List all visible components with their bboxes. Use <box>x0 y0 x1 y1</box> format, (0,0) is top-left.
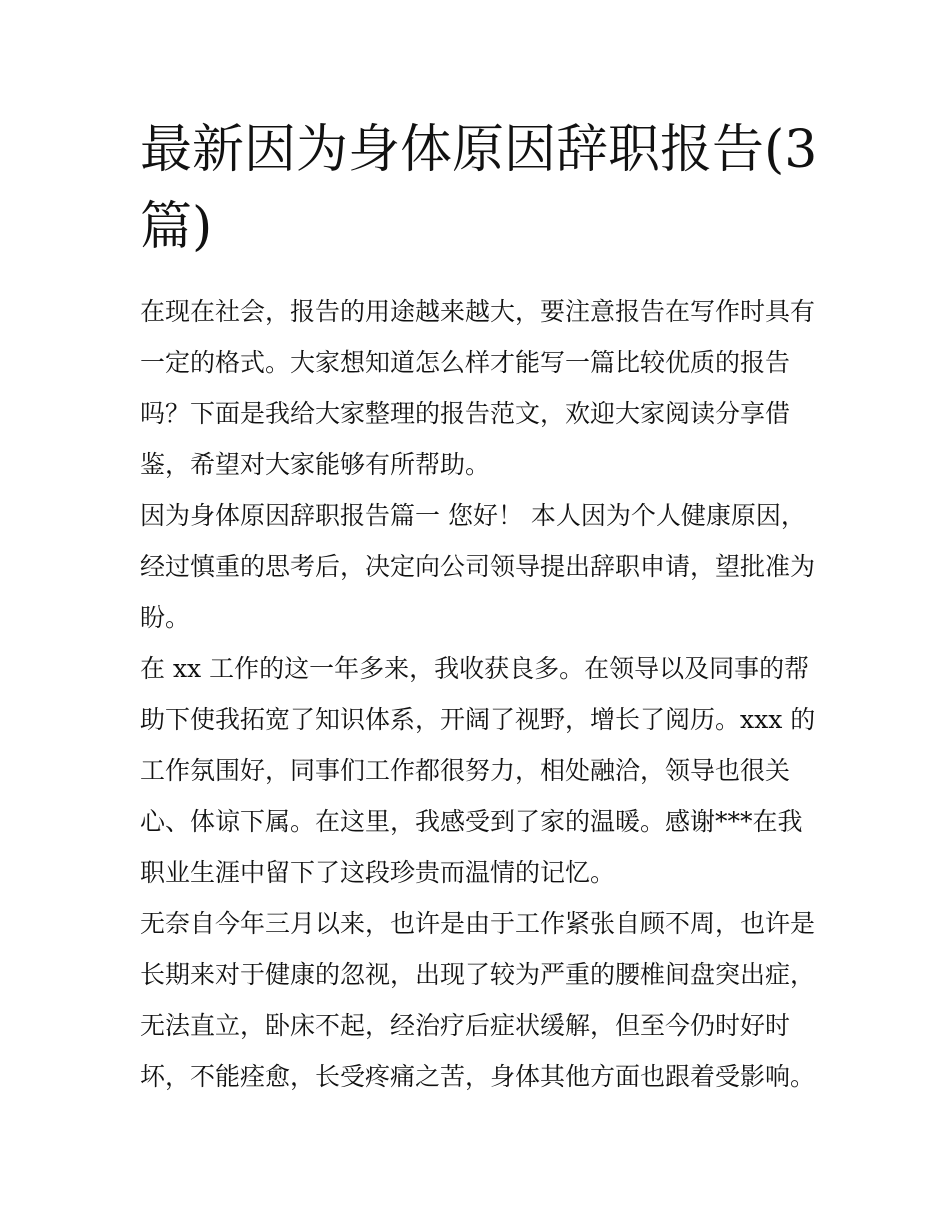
paragraph-gratitude <box>140 643 820 898</box>
text-line: 盼。 <box>140 603 191 632</box>
text-line: 无奈自今年三月以来，也许是由于工作紧张自顾不周，也许是 <box>140 909 816 938</box>
document-page <box>140 112 820 1102</box>
paragraph-letter-opening <box>140 490 820 643</box>
text-line: 一定的格式。大家想知道怎么样才能写一篇比较优质的报告 <box>140 348 791 377</box>
title-line-2: 篇) <box>140 197 213 257</box>
text-line: 无法直立，卧床不起，经治疗后症状缓解，但至今仍时好时 <box>140 1011 791 1040</box>
document-body <box>140 286 820 1102</box>
paragraph-health-reason <box>140 898 820 1102</box>
text-line: 吗？下面是我给大家整理的报告范文，欢迎大家阅读分享借 <box>140 399 791 428</box>
text-line: 心、体谅下属。在这里，我感受到了家的温暖。感谢***在我 <box>140 807 803 836</box>
text-line: 助下使我拓宽了知识体系，开阔了视野，增长了阅历。xxx 的 <box>140 705 816 734</box>
title-line-1: 最新因为身体原因辞职报告(3 <box>140 120 818 180</box>
text-line: 坏，不能痊愈，长受疼痛之苦，身体其他方面也跟着受影响。 <box>140 1062 816 1091</box>
text-line: 在现在社会，报告的用途越来越大，要注意报告在写作时具有 <box>140 297 816 326</box>
paragraph-intro <box>140 286 820 490</box>
text-line: 工作氛围好，同事们工作都很努力，相处融洽，领导也很关 <box>140 756 791 785</box>
text-line: 在 xx 工作的这一年多来，我收获良多。在领导以及同事的帮 <box>140 654 810 683</box>
text-line: 因为身体原因辞职报告篇一 您好！ 本人因为个人健康原因， <box>140 501 806 530</box>
text-line: 长期来对于健康的忽视，出现了较为严重的腰椎间盘突出症， <box>140 960 816 989</box>
text-line: 鉴，希望对大家能够有所帮助。 <box>140 450 491 479</box>
document-title <box>140 112 820 266</box>
text-line: 职业生涯中留下了这段珍贵而温情的记忆。 <box>140 858 616 887</box>
text-line: 经过慎重的思考后，决定向公司领导提出辞职申请，望批准为 <box>140 552 816 581</box>
